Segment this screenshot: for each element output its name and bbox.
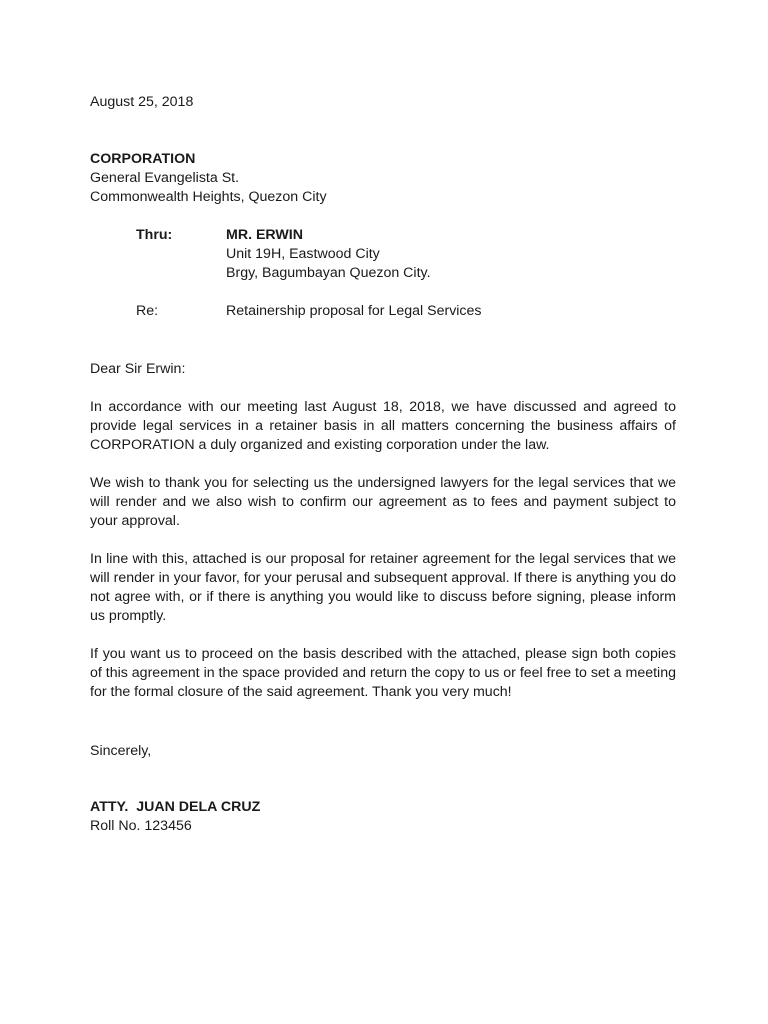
thru-address-line1: Unit 19H, Eastwood City [226, 246, 380, 262]
letter-date [90, 93, 676, 112]
thru-address-line2: Brgy, Bagumbayan Quezon City. [226, 265, 431, 281]
recipient-name: CORPORATION [90, 151, 196, 167]
body-paragraph-4: If you want us to proceed on the basis described with the attached, please sign both copies of this agreement in the space provided and return the copy to us or feel free to set a meeting for the formal closure of the said agreement. Thank you very much! [90, 646, 676, 700]
signatory-name: ATTY. JUAN DELA CRUZ [90, 799, 261, 815]
salutation [90, 360, 676, 379]
closing-text: Sincerely, [90, 743, 152, 759]
date-text: August 25, 2018 [90, 94, 194, 110]
body-paragraph-3: In line with this, attached is our proposal for retainer agreement for the legal services that we will render in your favor, for your perusal and subsequent approval. If there is anything you do not agree with, or if there is anything you would like to discuss before signing, please inform us promptly. [90, 551, 676, 624]
signatory-roll: Roll No. 123456 [90, 818, 192, 834]
body-paragraph-1: In accordance with our meeting last August 18, 2018, we have discussed and agreed to provide legal services in a retainer basis in all matters concerning the business affairs of CORPORATION a duly organized and existing corporation under the law. [90, 399, 676, 453]
body-paragraph-2: We wish to thank you for selecting us the undersigned lawyers for the legal services that we will render and we also wish to confirm our agreement as to fees and payment subject to your approval. [90, 475, 676, 529]
closing [90, 742, 676, 761]
thru-details [226, 226, 431, 283]
thru-name: MR. ERWIN [226, 227, 303, 243]
signature-block [90, 798, 676, 836]
recipient-address [90, 150, 676, 207]
salutation-text: Dear Sir Erwin: [90, 361, 186, 377]
re-subject: Retainership proposal for Legal Services [226, 303, 482, 319]
re-label: Re: [136, 303, 159, 319]
thru-label: Thru: [136, 227, 173, 243]
recipient-address-line1: General Evangelista St. [90, 170, 240, 186]
recipient-address-line2: Commonwealth Heights, Quezon City [90, 189, 327, 205]
